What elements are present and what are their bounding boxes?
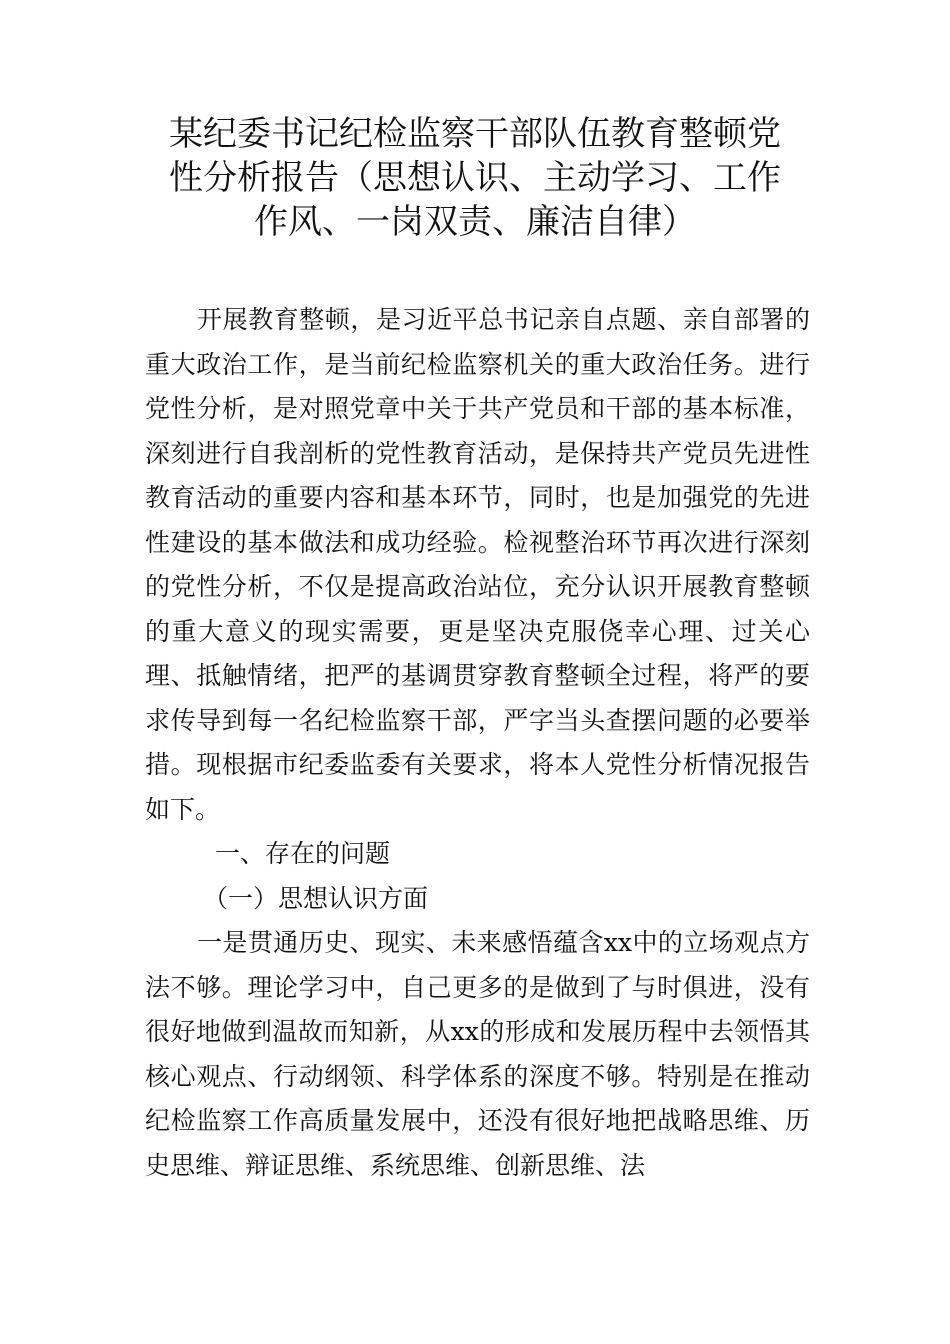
point-paragraph: 一是贯通历史、现实、未来感悟蕴含xx中的立场观点方法不够。理论学习中，自己更多的是做到了与时俱进，没有很好地做到温故而知新，从xx的形成和发展历程中去领悟其核心观点、行动纲领、科学体系的深度不够。特别是在推动纪检监察工作高质量发展中，还没有很好地把战略思维、历史思维、辩证思维、系统思维、创新思维、法	[145, 928, 810, 1180]
title-line-1: 某纪委书记纪检监察干部队伍教育整顿党	[169, 114, 781, 154]
section-heading: 一、存在的问题	[215, 839, 391, 868]
document-title	[145, 112, 805, 244]
title-line-2: 性分析报告（思想认识、主动学习、工作	[169, 158, 781, 198]
subsection-heading: （一）思想认识方面	[203, 883, 429, 913]
title-line-3: 作风、一岗双责、廉洁自律）	[254, 202, 696, 242]
intro-paragraph: 开展教育整顿，是习近平总书记亲自点题、亲自部署的重大政治工作，是当前纪检监察机关的重大政治任务。进行党性分析，是对照党章中关于共产党员和干部的基本标准，深刻进行自我剖析的党性教育活动，是保持共产党员先进性教育活动的重要内容和基本环节，同时，也是加强党的先进性建设的基本做法和成功经验。检视整治环节再次进行深刻的党性分析，不仅是提高政治站位，充分认识开展教育整顿的重大意义的现实需要，更是坚决克服侥幸心理、过关心理、抵触情绪，把严的基调贯穿教育整顿全过程，将严的要求传导到每一名纪检监察干部，严字当头查摆问题的必要举措。现根据市纪委监委有关要求，将本人党性分析情况报告如下。	[145, 305, 810, 824]
document-body	[145, 298, 810, 1188]
